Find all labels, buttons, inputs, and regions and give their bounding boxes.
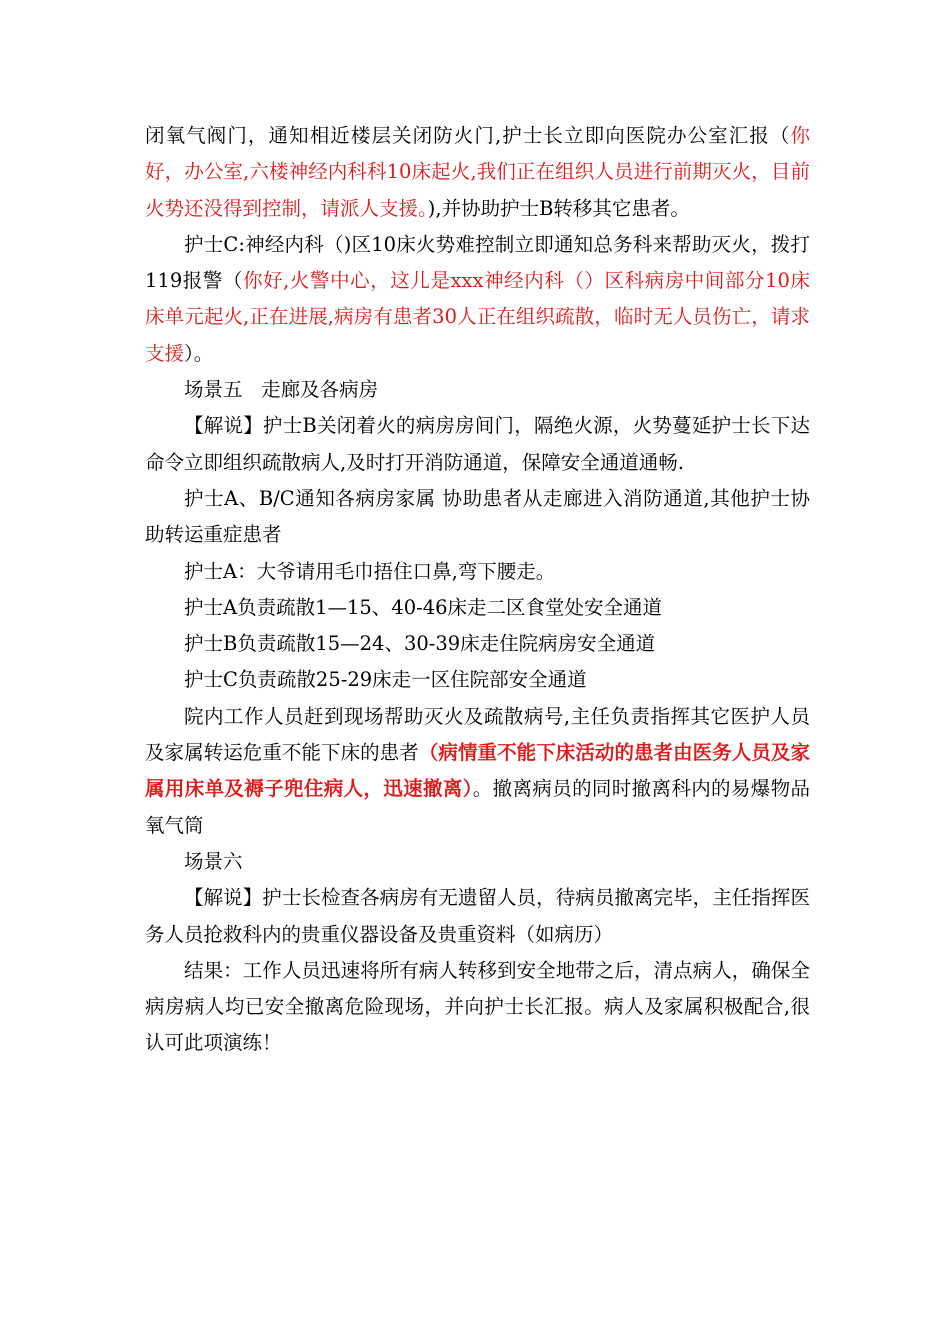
paragraph-nurse-a-evacuation: 护士A负责疏散1—15、40-46床走二区食堂处安全通道 [184,595,663,619]
scene-five-heading: 场景五 走廊及各病房 [184,378,379,402]
red-bold-note-critical-patients: （病情重不能下床活动的患者由医务人员及家属用床单及褥子兜住病人，迅速撤离） [145,741,810,801]
document-body [145,118,810,1062]
paragraph-nurse-c-evacuation: 护士C负责疏散25-29床走一区住院部安全通道 [184,668,587,692]
paragraph-text: ）。 [184,341,214,365]
paragraph-nurse-a-instruction: 护士A：大爷请用毛巾捂住口鼻,弯下腰走。 [184,559,556,583]
paragraph-text: 护士C:神经内科（)区10床火势难控制立即通知总务科来帮助灭火，拨打119报警（ [145,232,810,293]
paragraph-text: 闭氧气阀门，通知相近楼层关闭防火门,护士长立即向医院办公室汇报（ [145,124,791,147]
paragraph-staff-assist [145,699,810,844]
red-dialogue-office: 你好，办公室,六楼神经内科科10床起火,我们正在组织人员进行前期灭火，目前火势还没得到控制，请派人支援。 [145,124,810,220]
paragraph-nurse-c-alarm [145,227,810,372]
paragraph-commentary-scene-five: 【解说】护士B关闭着火的病房房间门，隔绝火源，火势蔓延护士长下达命令立即组织疏散病人,及时打开消防通道，保障安全通道通畅. [145,414,810,474]
paragraph-text: 院内工作人员赶到现场帮助灭火及疏散病号,主任负责指挥其它医护人员及家属转运危重不能下床的患者 [145,704,810,765]
paragraph-result: 结果：工作人员迅速将所有病人转移到安全地带之后，清点病人，确保全病房病人均已安全撤离危险现场，并向护士长汇报。病人及家属积极配合,很认可此项演练！ [145,958,810,1055]
paragraph-text: ),并协助护士B转移其它患者。 [427,196,690,220]
paragraph-commentary-scene-six: 【解说】护士长检查各病房有无遗留人员，待病员撤离完毕，主任指挥医务人员抢救科内的贵重仪器设备及贵重资料（如病历） [145,886,810,946]
paragraph-text: 。撤离病员的同时撤离科内的易爆物品氧气筒 [145,777,810,837]
paragraph-fire-report [145,118,810,227]
paragraph-notify-families: 护士A、B/C通知各病房家属 协助患者从走廊进入消防通道,其他护士协助转运重症患者 [145,486,810,547]
paragraph-nurse-b-evacuation: 护士B负责疏散15—24、30-39床走住院病房安全通道 [184,632,656,656]
scene-six-heading: 场景六 [184,849,243,873]
red-dialogue-fire-center: 你好,火警中心，这儿是xxx神经内科（）区科病房中间部分10床床单元起火,正在进展,病房有患者30人正在组织疏散，临时无人员伤亡，请求支援 [145,269,810,365]
